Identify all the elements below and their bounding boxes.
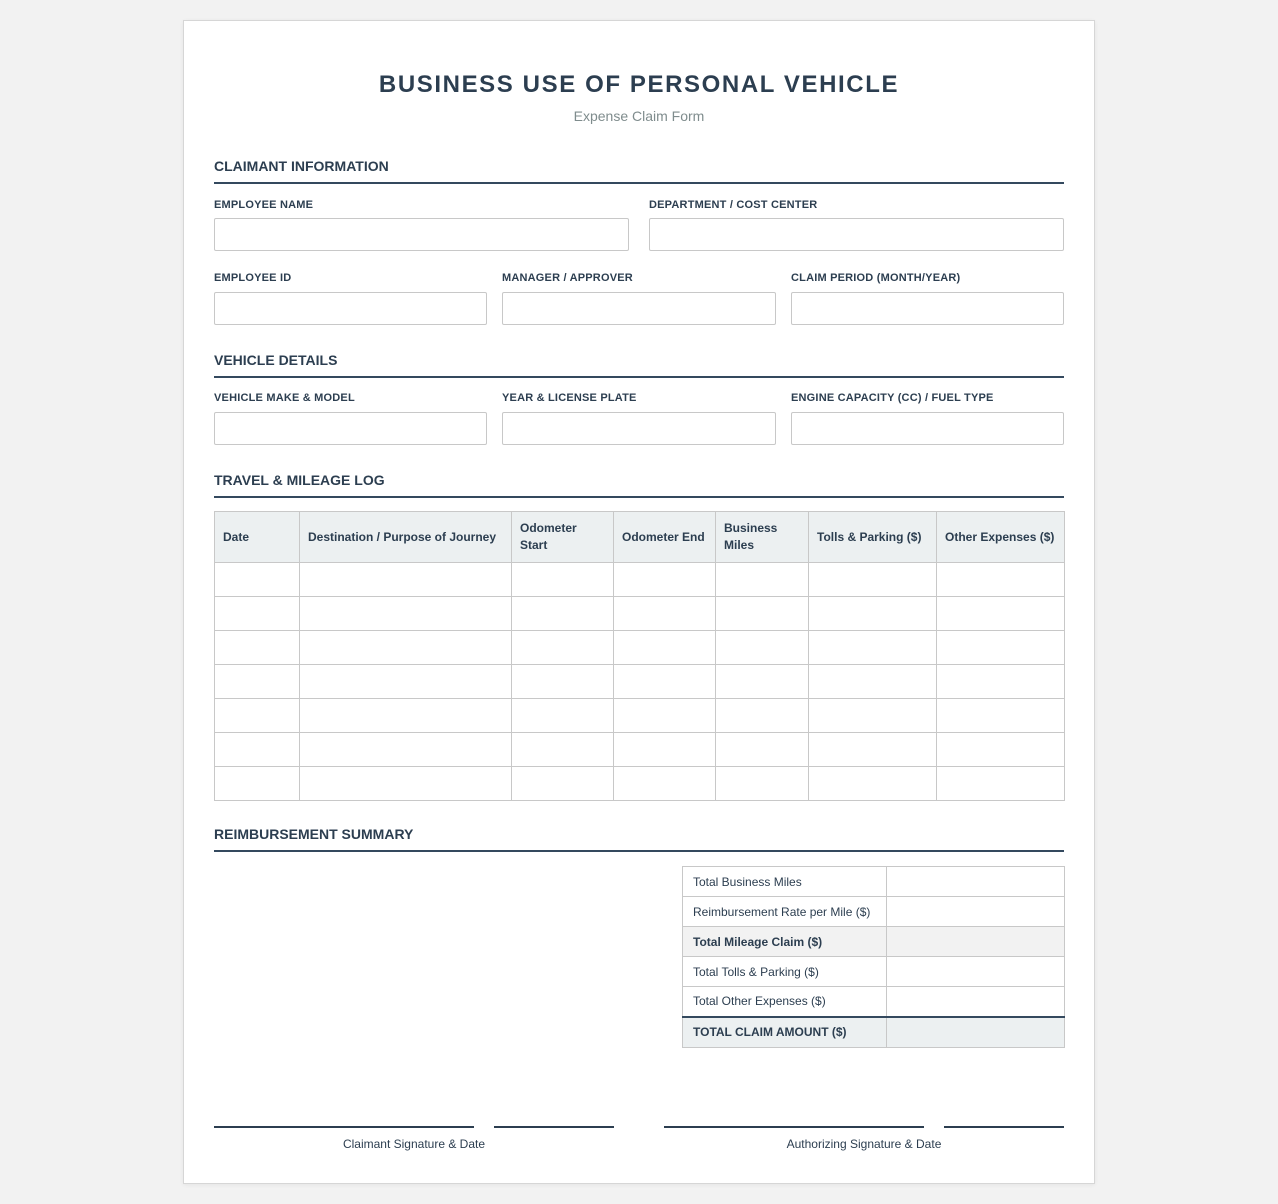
summary-value[interactable] <box>887 987 1065 1017</box>
table-cell[interactable] <box>512 665 614 699</box>
table-cell[interactable] <box>716 699 809 733</box>
section-title-vehicle: VEHICLE DETAILS <box>214 352 1064 378</box>
vehicle-make-input[interactable] <box>214 412 487 445</box>
section-title-summary: REIMBURSEMENT SUMMARY <box>214 826 1064 852</box>
table-row <box>215 563 1065 597</box>
table-cell[interactable] <box>215 665 300 699</box>
table-cell[interactable] <box>809 665 937 699</box>
employee-id-label: EMPLOYEE ID <box>214 272 292 284</box>
manager-label: MANAGER / APPROVER <box>502 272 633 284</box>
department-input[interactable] <box>649 218 1064 251</box>
column-header: Odometer End <box>614 512 716 563</box>
claim-period-label: CLAIM PERIOD (MONTH/YEAR) <box>791 272 961 284</box>
manager-input[interactable] <box>502 292 776 325</box>
authorizing-signature-line[interactable] <box>664 1126 1064 1128</box>
table-cell[interactable] <box>614 767 716 801</box>
summary-value[interactable] <box>887 897 1065 927</box>
table-row <box>215 733 1065 767</box>
table-cell[interactable] <box>215 699 300 733</box>
table-cell[interactable] <box>809 597 937 631</box>
table-cell[interactable] <box>300 699 512 733</box>
claimant-signature-line[interactable] <box>214 1126 614 1128</box>
table-cell[interactable] <box>809 733 937 767</box>
table-cell[interactable] <box>937 563 1065 597</box>
vehicle-make-label: VEHICLE MAKE & MODEL <box>214 392 355 404</box>
table-cell[interactable] <box>300 733 512 767</box>
engine-label: ENGINE CAPACITY (CC) / FUEL TYPE <box>791 392 994 404</box>
summary-row <box>683 867 1065 897</box>
summary-value[interactable] <box>887 1017 1065 1048</box>
form-subtitle: Expense Claim Form <box>573 108 705 124</box>
section-title-claimant: CLAIMANT INFORMATION <box>214 158 1064 184</box>
column-header: Date <box>215 512 300 563</box>
table-cell[interactable] <box>809 699 937 733</box>
table-cell[interactable] <box>614 733 716 767</box>
summary-label: Reimbursement Rate per Mile ($) <box>683 897 887 927</box>
table-cell[interactable] <box>512 631 614 665</box>
claimant-signature-label: Claimant Signature & Date <box>342 1137 486 1151</box>
table-cell[interactable] <box>512 733 614 767</box>
table-cell[interactable] <box>512 767 614 801</box>
summary-label: TOTAL CLAIM AMOUNT ($) <box>683 1017 887 1048</box>
table-cell[interactable] <box>937 665 1065 699</box>
table-cell[interactable] <box>937 699 1065 733</box>
table-cell[interactable] <box>937 631 1065 665</box>
table-row <box>215 631 1065 665</box>
summary-row <box>683 987 1065 1017</box>
table-cell[interactable] <box>512 563 614 597</box>
table-cell[interactable] <box>809 767 937 801</box>
table-cell[interactable] <box>614 597 716 631</box>
mileage-log-table <box>214 511 1065 801</box>
table-cell[interactable] <box>809 631 937 665</box>
table-cell[interactable] <box>300 597 512 631</box>
table-cell[interactable] <box>937 767 1065 801</box>
summary-label: Total Business Miles <box>683 867 887 897</box>
table-cell[interactable] <box>614 563 716 597</box>
table-cell[interactable] <box>716 631 809 665</box>
table-cell[interactable] <box>215 597 300 631</box>
table-cell[interactable] <box>716 733 809 767</box>
employee-name-input[interactable] <box>214 218 629 251</box>
employee-id-input[interactable] <box>214 292 487 325</box>
summary-row <box>683 927 1065 957</box>
table-cell[interactable] <box>937 597 1065 631</box>
column-header: Tolls & Parking ($) <box>809 512 937 563</box>
table-cell[interactable] <box>215 733 300 767</box>
table-cell[interactable] <box>300 631 512 665</box>
table-header-row <box>215 512 1065 563</box>
table-cell[interactable] <box>512 699 614 733</box>
column-header: Destination / Purpose of Journey <box>300 512 512 563</box>
signature-line-gap <box>924 1126 944 1128</box>
table-cell[interactable] <box>937 733 1065 767</box>
table-cell[interactable] <box>614 699 716 733</box>
table-cell[interactable] <box>300 563 512 597</box>
summary-row <box>683 957 1065 987</box>
table-row <box>215 699 1065 733</box>
engine-input[interactable] <box>791 412 1064 445</box>
authorizing-signature-label: Authorizing Signature & Date <box>786 1137 942 1151</box>
table-cell[interactable] <box>300 665 512 699</box>
table-cell[interactable] <box>512 597 614 631</box>
signature-line-gap <box>474 1126 494 1128</box>
table-cell[interactable] <box>215 767 300 801</box>
table-row <box>215 665 1065 699</box>
claim-period-input[interactable] <box>791 292 1064 325</box>
column-header: Odometer Start <box>512 512 614 563</box>
form-title: BUSINESS USE OF PERSONAL VEHICLE <box>378 71 900 98</box>
summary-value[interactable] <box>887 867 1065 897</box>
summary-row <box>683 897 1065 927</box>
summary-total-row <box>683 1017 1065 1048</box>
table-cell[interactable] <box>300 767 512 801</box>
summary-value[interactable] <box>887 957 1065 987</box>
summary-label: Total Tolls & Parking ($) <box>683 957 887 987</box>
section-title-log: TRAVEL & MILEAGE LOG <box>214 472 1064 498</box>
column-header: Other Expenses ($) <box>937 512 1065 563</box>
table-cell[interactable] <box>215 563 300 597</box>
table-cell[interactable] <box>809 563 937 597</box>
form-page <box>183 20 1095 1184</box>
table-cell[interactable] <box>716 665 809 699</box>
table-cell[interactable] <box>614 665 716 699</box>
department-label: DEPARTMENT / COST CENTER <box>649 199 818 211</box>
year-plate-input[interactable] <box>502 412 776 445</box>
table-cell[interactable] <box>716 563 809 597</box>
table-row <box>215 767 1065 801</box>
table-cell[interactable] <box>716 767 809 801</box>
summary-label: Total Mileage Claim ($) <box>683 927 887 957</box>
column-header: Business Miles <box>716 512 809 563</box>
employee-name-label: EMPLOYEE NAME <box>214 199 314 211</box>
reimbursement-summary-table <box>682 866 1065 1048</box>
year-plate-label: YEAR & LICENSE PLATE <box>502 392 637 404</box>
table-cell[interactable] <box>716 597 809 631</box>
table-cell[interactable] <box>215 631 300 665</box>
table-cell[interactable] <box>614 631 716 665</box>
summary-label: Total Other Expenses ($) <box>683 987 887 1017</box>
summary-value[interactable] <box>887 927 1065 957</box>
table-row <box>215 597 1065 631</box>
